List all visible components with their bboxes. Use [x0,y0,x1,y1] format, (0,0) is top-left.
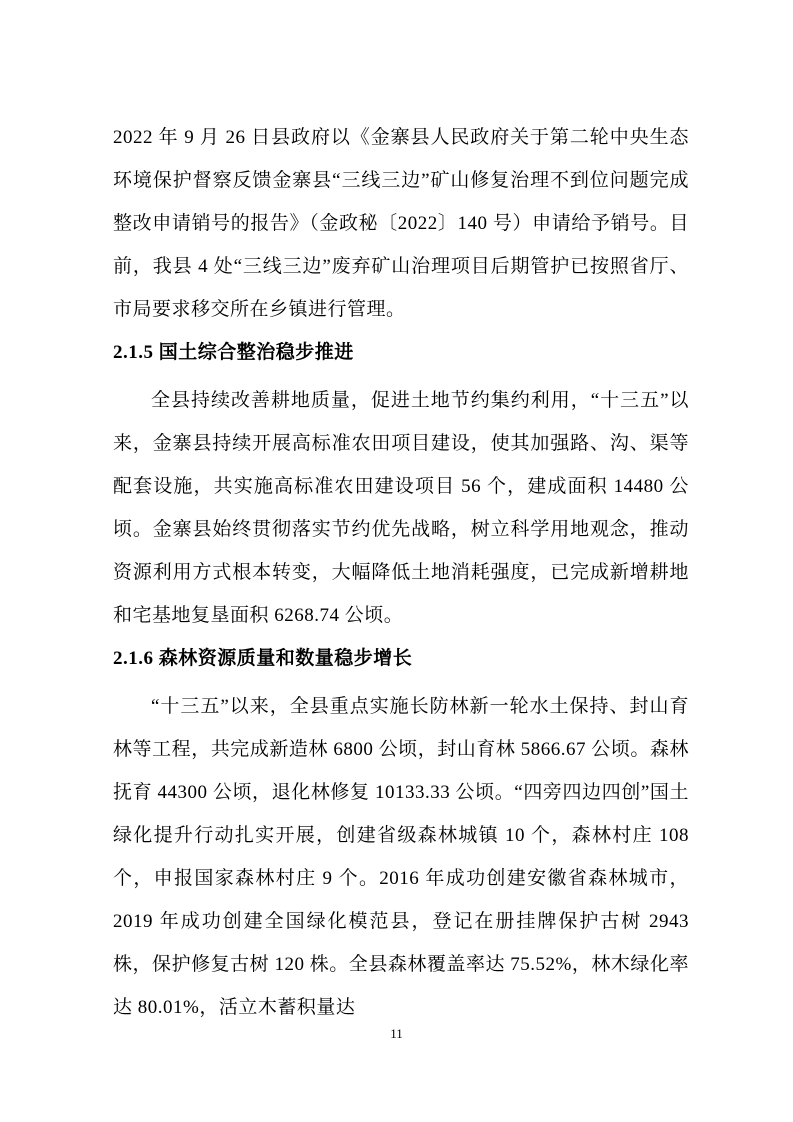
page-number: 11 [390,1026,403,1041]
section-heading-2-1-5: 2.1.5 国土综合整治稳步推进 [113,342,354,363]
paragraph-forest-resources: “十三五”以来，全县重点实施长防林新一轮水土保持、封山育林等工程，共完成新造林 6800 公顷，封山育林 5866.67 公顷。森林抚育 44300 公顷，退化林修复 10133.33 公顷。“四旁四边四创”国土绿化提升行动扎实开展，创建省级森林城镇 10 个，森林村庄 108 个，申报国家森林村庄 9 个。2016 年成功创建安徽省森林城市，2019 年成功创建全国绿化模范县，登记在册挂牌保护古树 2943 株，保护修复古树 120 株。全县森林覆盖率达 75.52%，林木绿化率达 80.01%，活立木蓄积量达 [113,696,689,1018]
paragraph-land-consolidation: 全县持续改善耕地质量，促进土地节约集约利用，“十三五”以来，金寨县持续开展高标准农田项目建设，使其加强路、沟、渠等配套设施，共实施高标准农田建设项目 56 个，建成面积 14480 公顷。金寨县始终贯彻落实节约优先战略，树立科学用地观念，推动资源利用方式根本转变，大幅降低土地消耗强度，已完成新增耕地和宅基地复垦面积 6268.74 公顷。 [113,390,689,626]
section-heading-2-1-6: 2.1.6 森林资源质量和数量稳步增长 [113,648,413,669]
paragraph-mine-restoration-continuation: 2022 年 9 月 26 日县政府以《金寨县人民政府关于第二轮中央生态环境保护督察反馈金寨县“三线三边”矿山修复治理不到位问题完成整改申请销号的报告》（金政秘〔2022〕140 号）申请给予销号。目前，我县 4 处“三线三边”废弃矿山治理项目后期管护已按照省厅、市局要求移交所在乡镇进行管理。 [113,127,689,320]
document-body [113,116,689,1029]
